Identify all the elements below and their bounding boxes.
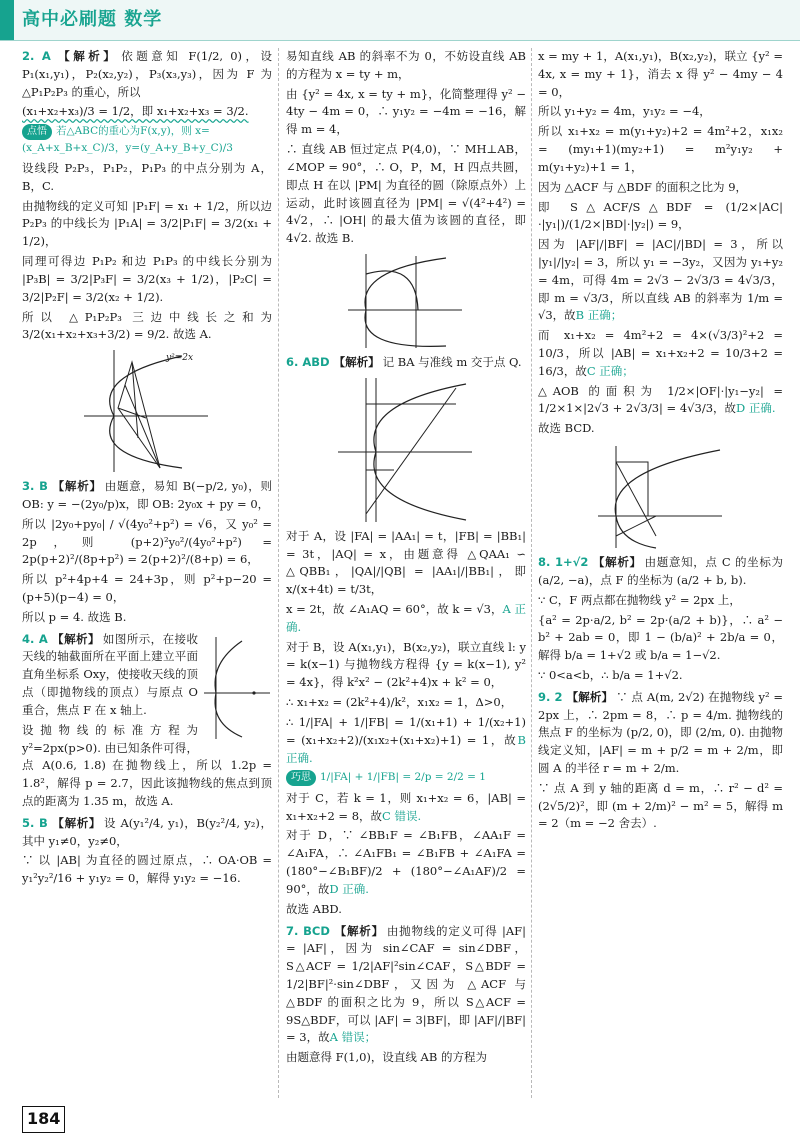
answer-text: 设线段 P₂P₃，P₁P₂，P₁P₃ 的中点分别为 A，B，C. bbox=[22, 161, 272, 193]
circle-parabola-figure bbox=[346, 250, 466, 350]
analysis-tag: 【解析】 bbox=[54, 49, 119, 63]
verdict-correct: B 正确. bbox=[286, 732, 526, 765]
answer-text: {a² = 2p·a/2, b² = 2p·(a/2 + b)}，∴ a² − b² + 2ab = 0，即 1 − (b/a)² + 2b/a = 0，解得 b/a = 1+√2 或 b/a = 1−√2. bbox=[538, 612, 783, 663]
answer-text: 所以 x₁+x₂ = m(y₁+y₂)+2 = 4m²+2，x₁x₂ = (my₁+1)(my₂+1) = m²y₁y₂ + m(y₁+y₂)+1 = 1， bbox=[538, 124, 783, 174]
verdict-correct: D 正确. bbox=[736, 401, 776, 416]
verdict-correct: B 正确； bbox=[575, 308, 623, 323]
answer-text: △AOB 的面积为 1/2×|OF|·|y₁−y₂| = 1/2×1×|2√3 + 2√3/3| = 4√3/3，故 bbox=[538, 383, 783, 416]
focus-point bbox=[252, 691, 255, 694]
verdict-correct: A 正确. bbox=[286, 602, 527, 634]
answer-number: 8. 1+√2 bbox=[538, 555, 589, 570]
answer-text: 对于 C，若 k = 1，则 x₁+x₂ = 6，|AB| = x₁+x₂+2 = 8，故 bbox=[286, 790, 526, 823]
analysis-tag: 【解析】 bbox=[51, 479, 102, 494]
analysis-tag: 【解析】 bbox=[333, 354, 380, 369]
answer-2 bbox=[22, 48, 272, 474]
answer-text: ∵ 点 A 到 y 轴的距离 d = m，∴ r² − d² = (2√5/2)²，即 (m + 2/m)² − m² = 5，解得 m = 2（m = −2 舍去）. bbox=[538, 780, 783, 831]
answer-7 bbox=[286, 923, 526, 1068]
curve-label: y²=2x bbox=[166, 353, 194, 364]
column-divider bbox=[531, 48, 532, 1098]
tip-text: 若△ABC的重心为F(x,y)，则 x=(x_A+x_B+x_C)/3，y=(y_A+y_B+y_C)/3 bbox=[22, 125, 233, 154]
answer-text: 由 {y² = 4x, x = ty + m}，化简整理得 y² − 4ty − 4m = 0，∴ y₁y₂ = −4m = −16，解得 m = 4， bbox=[286, 86, 526, 137]
answer-text: 故选 ABD. bbox=[286, 901, 342, 916]
answer-text: 所以 y₁+y₂ = 4m，y₁y₂ = −4， bbox=[538, 104, 711, 119]
antenna-figure bbox=[202, 633, 272, 743]
answer-text: ∵ C，F 两点都在抛物线 y² = 2px 上， bbox=[538, 592, 741, 607]
book-title: 高中必刷题 数学 bbox=[22, 9, 163, 30]
column-2 bbox=[286, 48, 526, 1071]
square-parabola-figure bbox=[596, 442, 726, 550]
column-3 bbox=[538, 48, 783, 837]
tip-box bbox=[286, 769, 526, 786]
answer-text: ∵ 0<a<b，∴ b/a = 1+√2. bbox=[538, 667, 683, 682]
answer-5-continued bbox=[286, 48, 526, 350]
answer-9 bbox=[538, 689, 783, 834]
answer-text: 由题意知，点 C 的坐标为 (a/2, −a)，点 F 的坐标为 (a/2 + b, b). bbox=[538, 555, 783, 587]
answer-text: 如图所示，在接收天线的轴截面所在平面上建立平面直角坐标系 Oxy，使接收天线的顶点（即抛物线的顶点）与原点 O 重合，焦点 F 在 x 轴上. bbox=[22, 631, 199, 717]
answer-text: 故选 BCD. bbox=[538, 421, 595, 436]
answer-text: 即 S△ACF/S△BDF = (1/2×|AC|·|y₁|)/(1/2×|BD|·|y₂|) = 9， bbox=[538, 199, 783, 232]
column-divider bbox=[278, 48, 279, 1098]
analysis-tag: 【解析】 bbox=[51, 815, 101, 830]
chord-line bbox=[616, 462, 656, 536]
parabola-curve bbox=[215, 641, 242, 737]
answer-text: ∵ 以 |AB| 为直径的圆过原点，∴ OA·OB = y₁²y₂²/16 + y₁y₂ = 0，解得 y₁y₂ = −16. bbox=[22, 853, 272, 886]
analysis-tag: 【解析】 bbox=[566, 689, 614, 704]
answer-text: 由题意，易知 B(−p/2, y₀)，则 OB: y = −(2y₀/p)x，即 OB: 2y₀x + py = 0， bbox=[22, 479, 273, 511]
analysis-tag: 【解析】 bbox=[592, 555, 642, 570]
page-header bbox=[0, 0, 800, 41]
verdict-wrong: A 错误； bbox=[329, 1030, 377, 1045]
answer-text: 对于 B，设 A(x₁,y₁)，B(x₂,y₂)，联立直线 l: y = k(x−1) 与抛物线方程得 {y = k(x−1), y² = 4x}，得 k²x² − (2k²+4)x + k² = 0， bbox=[286, 639, 526, 690]
answer-number: 3. B bbox=[22, 479, 48, 494]
tip-badge: 点悟 bbox=[22, 124, 52, 140]
answer-5 bbox=[22, 815, 272, 888]
answer-text: 易知直线 AB 的斜率不为 0，不妨设直线 AB 的方程为 x = ty + m， bbox=[286, 49, 526, 81]
answer-number: 4. A bbox=[22, 631, 48, 646]
verdict-wrong: C 错误. bbox=[382, 808, 422, 823]
answer-6 bbox=[286, 354, 526, 919]
answer-text: 依题意知 F(1/2, 0)，设 P₁(x₁,y₁)，P₂(x₂,y₂)，P₃(x₃,y₃)，因为 F 为 △P₁P₂P₃ 的重心，所以 bbox=[22, 49, 273, 99]
answer-number: 2. A bbox=[22, 49, 51, 63]
answer-number: 6. ABD bbox=[286, 354, 330, 369]
answer-text: 所以 △P₁P₂P₃ 三边中线长之和为 3/2(x₁+x₂+x₃+3/2) = 9/2. 故选 A. bbox=[22, 309, 272, 342]
answer-text: 所以 p = 4. 故选 B. bbox=[22, 609, 127, 624]
page-number: 184 bbox=[22, 1106, 65, 1133]
answer-text: 记 BA 与准线 m 交于点 Q. bbox=[382, 354, 522, 369]
answer-text: 所以 |2y₀+py₀| / √(4y₀²+p²) = √6，又 y₀² = 2p，则 (p+2)²y₀²/(4y₀²+p²) = 2p(p+2)²/(8p+p²) = 2(p+2)²/(8+p) = 6， bbox=[22, 516, 272, 567]
answer-text: 而 x₁+x₂ = 4m²+2 = 4×(√3/3)²+2 = 10/3，所以 |AB| = x₁+x₂+2 = 10/3+2 = 16/3，故 bbox=[538, 328, 783, 378]
answer-text: (x₁+x₂+x₃)/3 = 1/2，即 x₁+x₂+x₃ = 3/2. bbox=[22, 104, 249, 119]
tip-badge: 巧思 bbox=[286, 770, 316, 786]
answer-3 bbox=[22, 478, 272, 627]
column-1 bbox=[22, 48, 272, 892]
circle-arc bbox=[366, 271, 418, 310]
answer-number: 7. BCD bbox=[286, 923, 330, 938]
answer-number: 9. 2 bbox=[538, 689, 563, 704]
answer-text: ∴ x₁+x₂ = (2k²+4)/k²，x₁x₂ = 1，Δ>0， bbox=[286, 695, 513, 710]
answer-7-continued bbox=[538, 48, 783, 438]
tip-box bbox=[22, 123, 272, 156]
answer-text: 同理可得边 P₁P₂ 和边 P₁P₃ 的中线长分别为 |P₃B| = 3/2|P₃F| = 3/2(x₃ + 1/2)，|P₂C| = 3/2|P₂F| = 3/2(x₂ + 1/2). bbox=[22, 254, 272, 304]
header-stripe bbox=[0, 0, 14, 40]
answer-text: ∴ 直线 AB 恒过定点 P(4,0)，∵ MH⊥AB，∠MOP = 90°，∴ O，P，M，H 四点共圆，即点 H 在以 |PM| 为直径的圆（除原点外）上运动，此时该圆直径为 |PM| = √(4²+4²) = 4√2，∴ |OH| 的最大值为该圆的直径，即 4√2. 故选 B. bbox=[286, 142, 526, 246]
answer-4 bbox=[22, 631, 272, 811]
verdict-correct: C 正确； bbox=[586, 363, 634, 378]
answer-text: 对于 D，∵ ∠BB₁F = ∠B₁FB，∠AA₁F = ∠A₁FA，∴ ∠A₁FB₁ = ∠B₁FB + ∠A₁FA = (180°−∠B₁BF)/2 + (180°−∠A₁AF)/2 = 90°，故 bbox=[286, 828, 526, 896]
chord-line bbox=[366, 388, 456, 514]
answer-text: 因为 △ACF 与 △BDF 的面积之比为 9， bbox=[538, 179, 748, 194]
answer-text: ∴ 1/|FA| + 1/|FB| = 1/(x₁+1) + 1/(x₂+1) = (x₁+x₂+2)/(x₁x₂+(x₁+x₂)+1) = 1，故 bbox=[286, 714, 526, 747]
analysis-tag: 【解析】 bbox=[333, 923, 384, 938]
answer-number: 5. B bbox=[22, 815, 48, 830]
chord-line bbox=[616, 516, 656, 536]
answer-text: 由抛物线的定义可得 |AF| = |AF|，因为 sin∠CAF = sin∠DBF，S△ACF = 1/2|AF|²sin∠CAF，S△BDF = 1/2|BF|²·sin∠DBF，又因为 △ACF 与 △BDF 的面积之比为 9，所以 S△ACF = 9S△BDF，可以 |AF| = 3|BF|，即 |AF|/|BF| = 3，故 bbox=[286, 923, 526, 1045]
focal-chord-figure bbox=[336, 374, 476, 524]
answer-text: 由抛物线的定义可知 |P₁F| = x₁ + 1/2，所以边 P₂P₃ 的中线长为 |P₁A| = 3/2|P₁F| = 3/2(x₁ + 1/2)， bbox=[22, 198, 272, 249]
analysis-tag: 【解析】 bbox=[51, 631, 100, 646]
parabola-curve bbox=[615, 450, 720, 548]
answer-8 bbox=[538, 554, 783, 685]
parabola-triangle-figure bbox=[82, 346, 212, 474]
answer-text: 对于 A，设 |FA| = |AA₁| = t，|FB| = |BB₁| = 3t，|AQ| = x，由题意得 △QAA₁ ∽ △QBB₁，|QA|/|QB| = |AA₁|/|BB₁|，即 x/(x+4t) = t/3t， bbox=[286, 528, 526, 597]
answer-text: ∵ 点 A(m, 2√2) 在抛物线 y² = 2px 上，∴ 2pm = 8，∴ p = 4/m. 抛物线的焦点 F 的坐标为 (p/2, 0)，即 (2/m, 0). 由抛物线定义知，|AF| = m + p/2 = m + 2/m，即圆 A 的半径 r = m + 2/m. bbox=[538, 689, 783, 775]
answer-text: x = 2t，故 ∠A₁AQ = 60°，故 k = √3， bbox=[286, 602, 503, 616]
answer-text: 所以 p²+4p+4 = 24+3p，则 p²+p−20 = (p+5)(p−4) = 0， bbox=[22, 572, 272, 605]
answer-text: 设抛物线的标准方程为 y²=2px(p>0). 由已知条件可得，点 A(0.6, 1.8) 在抛物线上，所以 1.2p = 1.8²，解得 p = 2.7，因此该抛物线的焦点到顶点的距离为 1.35 m，故选 A. bbox=[22, 722, 272, 808]
verdict-correct: D 正确. bbox=[329, 881, 369, 896]
answer-text: 由题意得 F(1,0)，设直线 AB 的方程为 bbox=[286, 1050, 487, 1065]
answer-text: x = my + 1，A(x₁,y₁)，B(x₂,y₂)，联立 {y² = 4x, x = my + 1}，消去 x 得 y² − 4my − 4 = 0， bbox=[538, 49, 783, 99]
tip-text: 1/|FA| + 1/|FB| = 2/p = 2/2 = 1 bbox=[320, 771, 486, 784]
answer-text: 因为 |AF|/|BF| = |AC|/|BD| = 3，所以 |y₁|/|y₂| = 3，所以 y₁ = −3y₂，又因为 y₁+y₂ = 4m，可得 4m = 2√3 − 2√3/3 = 4√3/3，即 m = √3/3，所以直线 AB 的斜率为 1/m = √3，故 bbox=[538, 237, 783, 323]
answer-text: 设 A(y₁²/4, y₁)，B(y₂²/4, y₂)，其中 y₁≠0，y₂≠0， bbox=[22, 815, 273, 848]
